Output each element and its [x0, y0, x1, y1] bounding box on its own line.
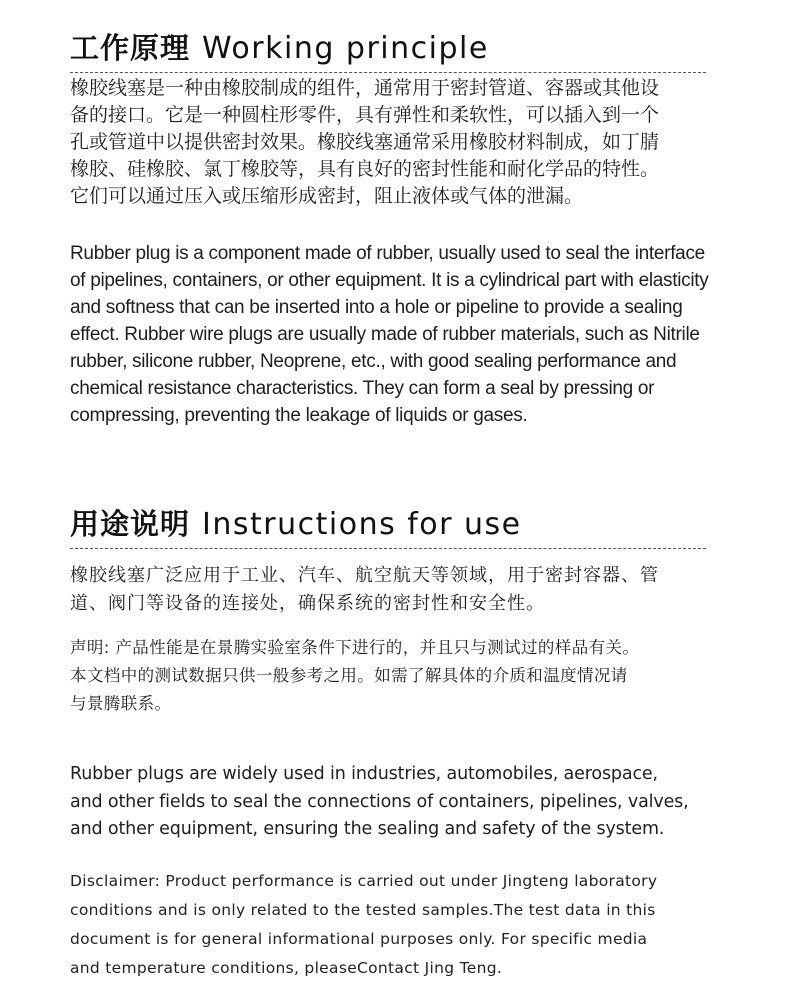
instructions-body-en: [70, 761, 689, 844]
disclaimer-cn: [70, 634, 639, 718]
paragraph-line: Rubber plug is a component made of rubber, usually used to seal the interface: [70, 243, 705, 264]
paragraph-line: 它们可以通过压入或压缩形成密封，阻止液体或气体的泄漏。: [70, 185, 584, 207]
working-principle-title: [70, 26, 489, 67]
paragraph-line: 道、阀门等设备的连接处，确保系统的密封性和安全性。: [70, 593, 545, 614]
paragraph-line: 孔或管道中以提供密封效果。橡胶线塞通常采用橡胶材料制成，如丁腈: [70, 131, 660, 153]
paragraph-line: 声明: 产品性能是在景腾实验室条件下进行的，并且只与测试过的样品有关。: [70, 638, 640, 657]
paragraph-line: Rubber plugs are widely used in industries, automobiles, aerospace,: [70, 764, 658, 784]
paragraph-line: 橡胶线塞广泛应用于工业、汽车、航空航天等领域，用于密封容器、管: [70, 565, 659, 586]
paragraph-line: and softness that can be inserted into a hole or pipeline to provide a sealing: [70, 297, 683, 318]
working-principle-title-cn: 工作原理: [70, 31, 191, 65]
working-principle-divider: [70, 72, 706, 73]
working-principle-title-en: Working principle: [202, 31, 489, 66]
paragraph-line: 本文档中的测试数据只供一般参考之用。如需了解具体的介质和温度情况请: [70, 666, 628, 685]
paragraph-line: of pipelines, containers, or other equipment. It is a cylindrical part with elasticity: [70, 270, 709, 291]
instructions-title: [70, 502, 522, 543]
paragraph-line: conditions and is only related to the tested samples.The test data in this: [70, 901, 656, 919]
working-principle-body-en: [70, 240, 708, 429]
paragraph-line: 备的接口。它是一种圆柱形零件，具有弹性和柔软性，可以插入到一个: [70, 104, 660, 126]
paragraph-line: effect. Rubber wire plugs are usually made of rubber materials, such as Nitrile: [70, 324, 700, 345]
instructions-divider: [70, 548, 706, 549]
paragraph-line: 橡胶线塞是一种由橡胶制成的组件，通常用于密封管道、容器或其他设: [70, 77, 660, 99]
paragraph-line: Disclaimer: Product performance is carried out under Jingteng laboratory: [70, 872, 658, 890]
paragraph-line: chemical resistance characteristics. They can form a seal by pressing or: [70, 378, 655, 399]
disclaimer-en: [70, 867, 657, 983]
paragraph-line: 与景腾联系。: [70, 694, 172, 713]
paragraph-line: document is for general informational purposes only. For specific media: [70, 930, 648, 948]
paragraph-line: and other fields to seal the connections of containers, pipelines, valves,: [70, 791, 689, 812]
instructions-body-cn: [70, 562, 659, 618]
paragraph-line: rubber, silicone rubber, Neoprene, etc., with good sealing performance and: [70, 351, 677, 372]
paragraph-line: and other equipment, ensuring the sealing and safety of the system.: [70, 819, 665, 839]
working-principle-body-cn: [70, 75, 659, 210]
instructions-title-en: Instructions for use: [202, 507, 522, 542]
paragraph-line: 橡胶、硅橡胶、氯丁橡胶等，具有良好的密封性能和耐化学品的特性。: [70, 158, 660, 180]
paragraph-line: and temperature conditions, pleaseContact Jing Teng.: [70, 959, 503, 977]
paragraph-line: compressing, preventing the leakage of liquids or gases.: [70, 405, 528, 426]
instructions-title-cn: 用途说明: [70, 507, 191, 541]
